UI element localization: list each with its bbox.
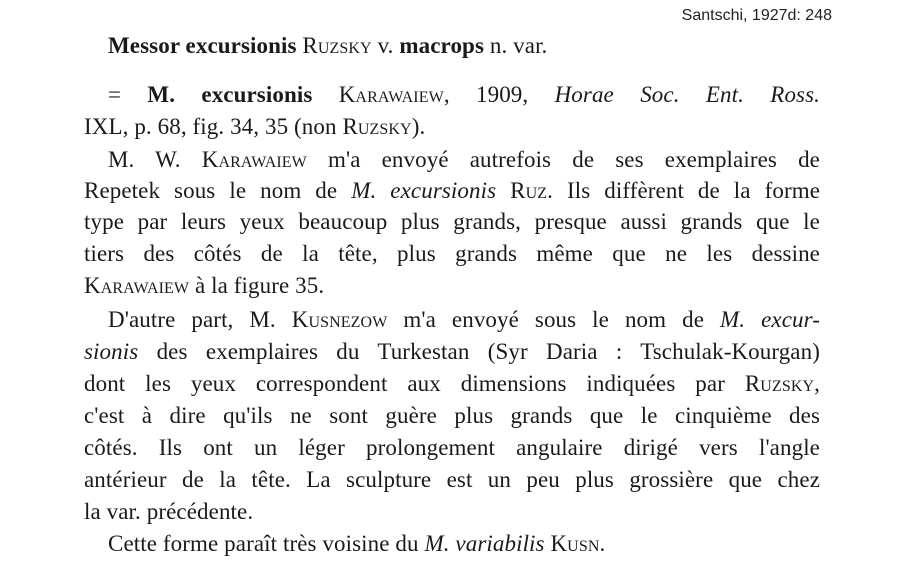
para1-text: type par leurs yeux beaucoup plus grands, presque aussi grands que le [84,209,820,234]
para2-text: D'autre part, M. [108,307,276,332]
para1-line-4 [84,240,820,268]
para2-text: m'a envoyé sous le nom de [403,307,705,332]
para2-author: Kusnezow [291,307,388,332]
synonym-year: , 1909, [443,82,529,107]
para1-text: Repetek sous le nom de [84,178,338,203]
synonym-eq: = [108,82,122,107]
para1-line-2 [84,177,820,205]
para1-text: à la figure 35. [194,273,325,298]
para1-author: Ruz. [510,178,553,203]
para1-text: m'a envoyé autrefois de ses exemplaires de [327,147,820,172]
synonym-journal: Horae Soc. Ent. Ross. [554,82,820,107]
taxon-heading [108,32,547,60]
para2-text: côtés. Ils ont un léger prolongement angulaire dirigé vers l'angle [84,435,820,460]
para2-text: dont les yeux correspondent aux dimensions indiquées par [84,371,725,396]
para1-species: M. excursionis [351,178,497,203]
heading-species: Messor excursionis [108,33,297,58]
para2-text: c'est à dire qu'ils ne sont guère plus grands que le cinquième des [84,403,820,428]
synonym-ref: IXL, p. 68, fig. 34, 35 (non [84,114,337,139]
para2-species: sionis [84,339,139,364]
para2-line-6 [84,466,820,494]
para2-line-4 [84,402,820,430]
para2-text: des exemplaires du Turkestan (Syr Daria : Tschulak-Kourgan) [156,339,820,364]
para2-line-7 [84,498,253,526]
synonym-non-author: Ruzsky [342,114,412,139]
para3-text: Cette forme paraît très voisine du [108,531,419,556]
para1-line-1 [108,146,820,174]
heading-rank: n. var. [489,33,548,58]
para1-text: M. W. [108,147,181,172]
synonym-line-1 [108,81,820,109]
para1-line-3 [84,208,820,236]
para2-line-5 [84,434,820,462]
para2-line-2 [84,338,820,366]
synonym-line-2 [84,113,425,141]
para3-species: M. variabilis [424,531,545,556]
para3-author: Kusn. [550,531,606,556]
synonym-author: Karawaiew [338,82,444,107]
heading-v: v. [377,33,394,58]
heading-author: Ruzsky [302,33,372,58]
para1-author: Karawaiew [201,147,307,172]
citation: Santschi, 1927d: 248 [681,7,832,24]
heading-variety: macrops [399,33,484,58]
para2-text: antérieur de la tête. La sculpture est un peu plus grossière que chez [84,467,820,492]
para1-line-5 [84,272,324,300]
para1-text: Ils diffèrent de la forme [566,178,821,203]
synonym-name: M. excursionis [147,82,313,107]
para2-line-3 [84,370,820,398]
para2-author: Ruzsky, [744,371,820,396]
para2-text: la var. précédente. [84,499,254,524]
para2-line-1 [108,306,820,334]
para3-line-1 [108,530,605,558]
para1-author: Karawaiew [84,273,190,298]
para1-text: tiers des côtés de la tête, plus grands même que ne les dessine [84,241,820,266]
synonym-close: ). [411,114,426,139]
para2-species: M. excur- [720,307,820,332]
